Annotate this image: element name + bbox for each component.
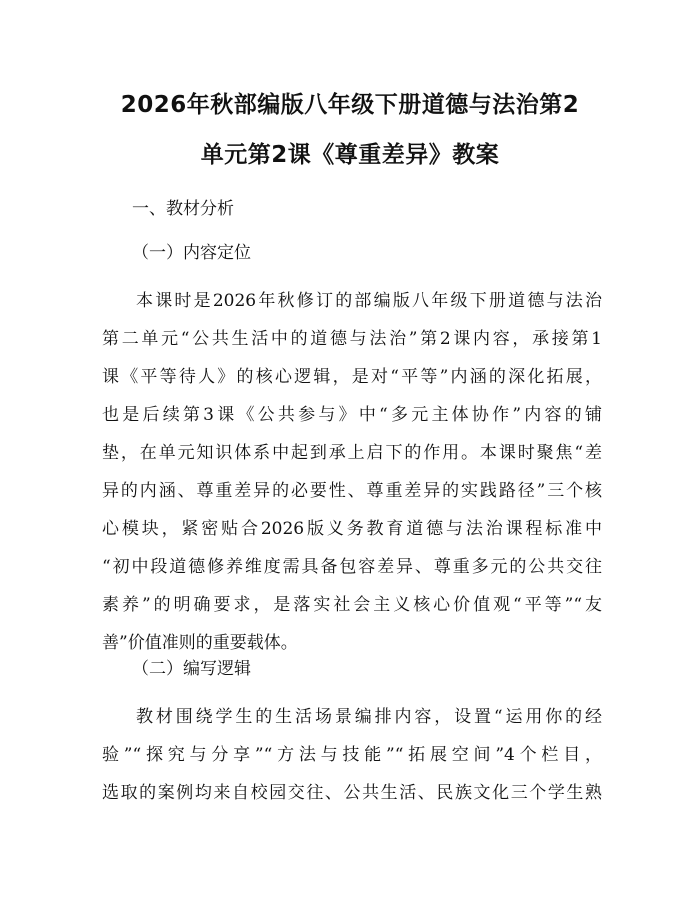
document-title-line-2: 单元第2课《尊重差异》教案 — [200, 142, 500, 168]
paragraph-line: 第二单元“公共生活中的道德与法治”第2课内容，承接第1 — [102, 329, 602, 349]
paragraph-line: 也是后续第3课《公共参与》中“多元主体协作”内容的铺 — [102, 405, 602, 425]
subsection-heading-writing-logic: （二）编写逻辑 — [132, 659, 251, 679]
paragraph-line: 善”价值准则的重要载体。 — [102, 633, 298, 653]
paragraph-line: 选取的案例均来自校园交往、公共生活、民族文化三个学生熟 — [102, 783, 602, 803]
paragraph-content-positioning — [102, 282, 602, 662]
paragraph-line: 课《平等待人》的核心逻辑，是对“平等”内涵的深化拓展， — [102, 367, 602, 387]
paragraph-line: 教材围绕学生的生活场景编排内容，设置“运用你的经 — [136, 707, 602, 727]
paragraph-writing-logic — [102, 698, 602, 812]
paragraph-line: 心模块，紧密贴合2026版义务教育道德与法治课程标准中 — [102, 519, 602, 539]
section-heading-textbook-analysis: 一、教材分析 — [132, 199, 234, 219]
paragraph-line: 本课时是2026年秋修订的部编版八年级下册道德与法治 — [136, 291, 602, 311]
document-title-line-1: 2026年秋部编版八年级下册道德与法治第2 — [120, 92, 580, 118]
subsection-heading-content-positioning: （一）内容定位 — [132, 243, 251, 263]
paragraph-line: 垫，在单元知识体系中起到承上启下的作用。本课时聚焦“差 — [102, 443, 602, 463]
paragraph-line: 异的内涵、尊重差异的必要性、尊重差异的实践路径”三个核 — [102, 481, 602, 501]
paragraph-line: 素养”的明确要求，是落实社会主义核心价值观“平等”“友 — [102, 595, 602, 615]
paragraph-line: 验”“探究与分享”“方法与技能”“拓展空间”4个栏目， — [102, 745, 602, 765]
paragraph-line: “初中段道德修养维度需具备包容差异、尊重多元的公共交往 — [102, 557, 602, 577]
